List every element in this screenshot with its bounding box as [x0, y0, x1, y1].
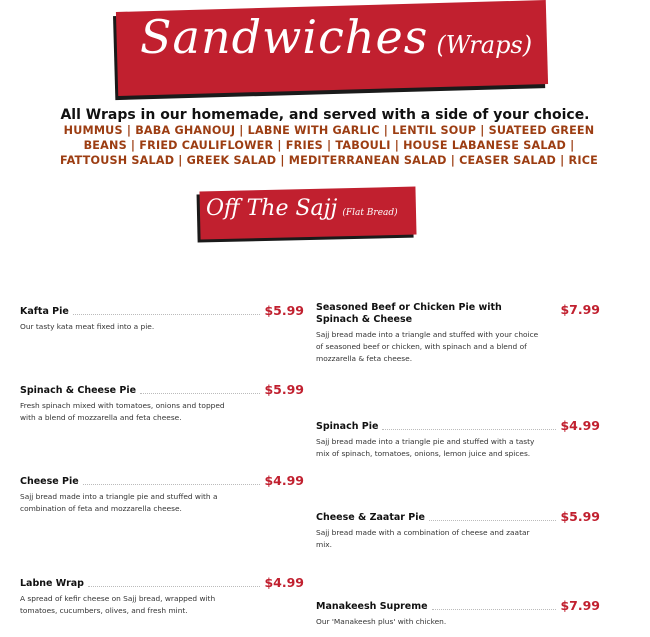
item-description: A spread of kefir cheese on Sajj bread, wrapped with tomatoes, cucumbers, olives, and fresh mint. [20, 594, 216, 615]
section-title [206, 196, 426, 236]
leader-dots [140, 393, 260, 394]
menu-item-kafta-pie [20, 303, 304, 333]
item-price: $5.99 [264, 382, 304, 397]
item-description: Sajj bread made into a triangle pie and stuffed with a combination of feta and mozzarella cheese. [20, 492, 218, 513]
menu-item-cheese-zaatar-pie [316, 509, 600, 551]
item-name: Labne Wrap [20, 578, 84, 589]
section-subtitle: (Flat Bread) [342, 208, 398, 218]
leader-dots [73, 314, 261, 315]
item-price: $4.99 [560, 418, 600, 433]
title-subtitle: (Wraps) [436, 31, 533, 59]
section-title-text: Off The Sajj [206, 196, 338, 221]
leader-dots [429, 520, 557, 521]
item-price: $4.99 [264, 575, 304, 590]
title-text: Sandwiches [140, 10, 429, 64]
item-name: Cheese Pie [20, 476, 79, 487]
leader-dots [432, 609, 557, 610]
leader-dots [382, 429, 556, 430]
leader-dots [83, 484, 261, 485]
menu-item-spinach-cheese-pie [20, 382, 304, 424]
item-price: $5.99 [560, 509, 600, 524]
item-price: $5.99 [264, 303, 304, 318]
item-price: $7.99 [560, 598, 600, 613]
item-name: Kafta Pie [20, 306, 69, 317]
item-description: Our tasty kata meat fixed into a pie. [20, 322, 155, 331]
page-title [140, 10, 540, 90]
item-description: Our 'Manakeesh plus' with chicken. [316, 617, 447, 626]
menu-item-spinach-pie [316, 418, 600, 460]
item-name: Seasoned Beef or Chicken Pie with Spinach & Cheese [316, 302, 502, 325]
leader-dots [88, 586, 260, 587]
menu-item-seasoned-beef-chicken-pie [316, 302, 600, 365]
menu-item-cheese-pie [20, 473, 304, 515]
item-price: $4.99 [264, 473, 304, 488]
item-name: Spinach Pie [316, 421, 379, 432]
menu-item-manakeesh-supreme [316, 598, 600, 628]
item-name: Manakeesh Supreme [316, 601, 428, 612]
intro-text: All Wraps in our homemade, and served with a side of your choice. [60, 107, 590, 123]
item-description: Fresh spinach mixed with tomatoes, onions and topped with a blend of mozzarella and feta cheese. [20, 401, 225, 422]
item-name: Cheese & Zaatar Pie [316, 512, 425, 523]
menu-item-labne-wrap [20, 575, 304, 617]
item-description: Sajj bread made into a triangle pie and stuffed with a tasty mix of spinach, tomatoes, onions, lemon juice and spices. [316, 437, 535, 458]
item-description: Sajj bread made with a combination of cheese and zaatar mix. [316, 528, 530, 549]
sides-list: HUMMUS | BABA GHANOUJ | LABNE WITH GARLIC | LENTIL SOUP | SUATEED GREEN BEANS | FRIED CAULIFLOWER | FRIES | TABOULI | HOUSE LABANESE SALAD | FATTOUSH SALAD | GREEK SALAD | MEDITERRANEAN SALAD | CEASER SALAD | RICE [60, 124, 598, 167]
item-price: $7.99 [560, 302, 600, 317]
item-name: Spinach & Cheese Pie [20, 385, 137, 396]
item-description: Sajj bread made into a triangle and stuffed with your choice of seasoned beef or chicken, with spinach and a blend of mozzarella & feta cheese. [316, 330, 539, 363]
